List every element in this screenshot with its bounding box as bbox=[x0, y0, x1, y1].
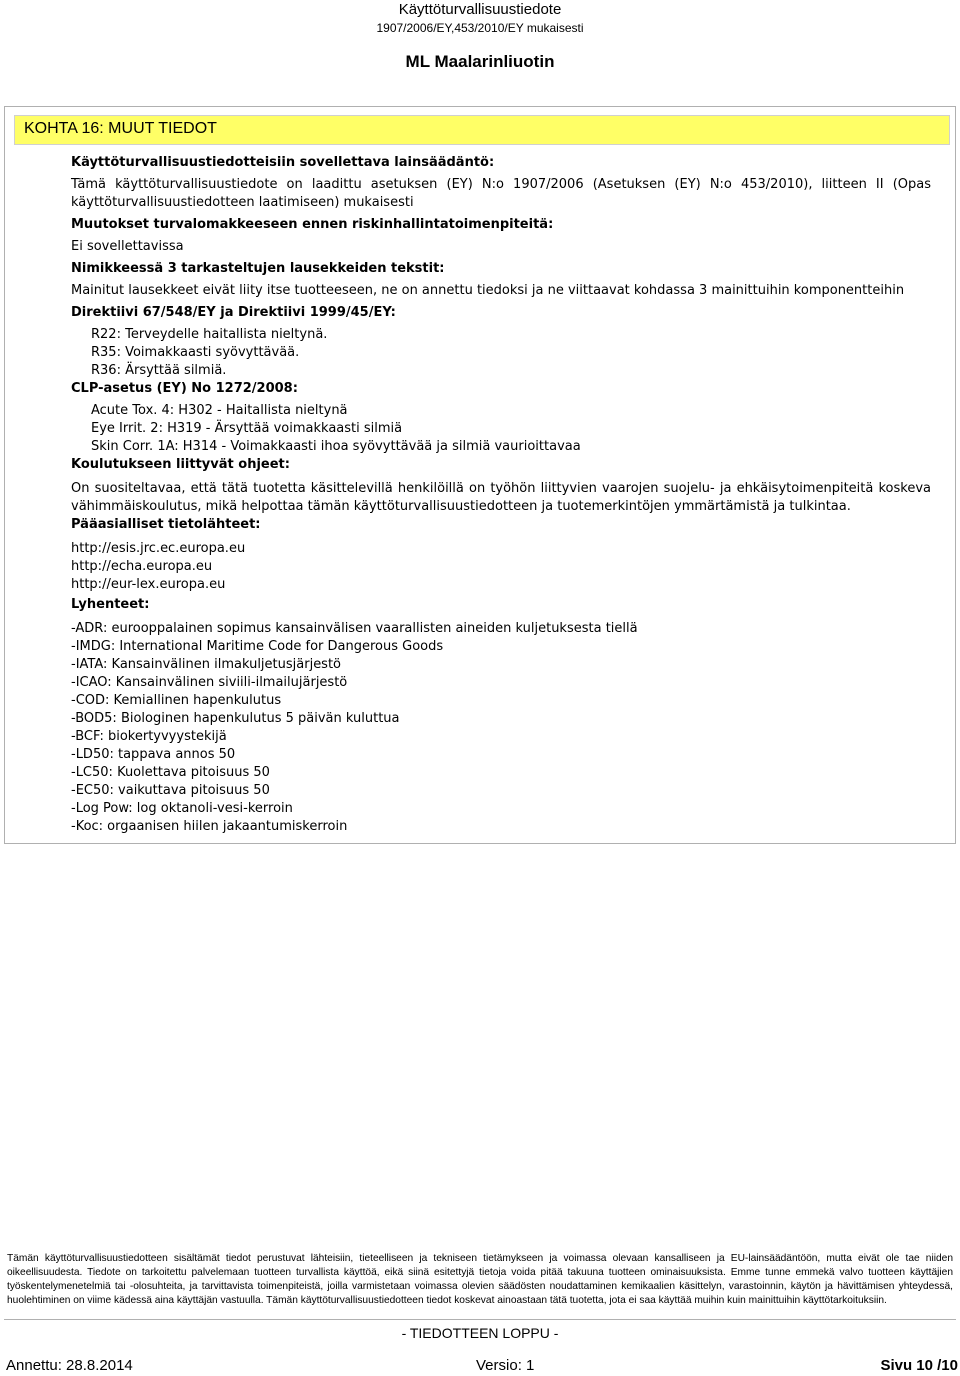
training-heading: Koulutukseen liittyvät ohjeet: bbox=[71, 457, 290, 472]
abbreviation-item: -EC50: vaikuttava pitoisuus 50 bbox=[71, 783, 270, 798]
product-name: ML Maalarinliuotin bbox=[405, 52, 555, 71]
regulation-reference: 1907/2006/EY,453/2010/EY mukaisesti bbox=[376, 21, 584, 35]
end-of-document: - TIEDOTTEEN LOPPU - bbox=[401, 1325, 559, 1341]
source-link: http://esis.jrc.ec.europa.eu bbox=[71, 541, 246, 556]
abbreviation-item: -ADR: eurooppalainen sopimus kansainvälisen vaarallisten aineiden kuljetuksesta tiellä bbox=[71, 621, 638, 636]
source-link: http://eur-lex.europa.eu bbox=[71, 577, 226, 592]
training-text: On suositeltavaa, että tätä tuotetta käsittelevillä henkilöillä on työhön liittyvien vaarojen suojelu- ja ehkäisytoimenpiteitä koskeva vähimmäiskoulutus, mikä helpottaa tämän käyttöturvallisuustiedotteen ja tuotemerkintöjen ymmärtämistä ja tulkintaa. bbox=[71, 481, 931, 514]
h-phrase: Skin Corr. 1A: H314 - Voimakkaasti ihoa syövyttävää ja silmiä vaurioittavaa bbox=[91, 439, 581, 454]
version-label: Versio: 1 bbox=[476, 1357, 535, 1374]
changes-heading: Muutokset turvalomakkeeseen ennen riskinhallintatoimenpiteitä: bbox=[71, 217, 554, 232]
abbreviation-item: -IMDG: International Maritime Code for Dangerous Goods bbox=[71, 639, 444, 654]
h-phrase: Eye Irrit. 2: H319 - Ärsyttää voimakkaasti silmiä bbox=[91, 421, 403, 436]
r-phrase: R36: Ärsyttää silmiä. bbox=[91, 363, 227, 378]
legislation-text: Tämä käyttöturvallisuustiedote on laadittu asetuksen (EY) N:o 1907/2006 (Asetuksen (EY) N:o 453/2010), liitteen II (Opas käyttöturvallisuustiedotteen laatimiseen) mukaisesti bbox=[71, 177, 931, 210]
abbreviation-item: -COD: Kemiallinen hapenkulutus bbox=[71, 693, 282, 708]
abbreviations-heading: Lyhenteet: bbox=[71, 597, 150, 612]
section-content bbox=[71, 154, 931, 836]
legislation-heading: Käyttöturvallisuustiedotteisiin sovellettava lainsäädäntö: bbox=[71, 155, 495, 170]
r-phrase-list bbox=[71, 326, 931, 380]
source-link: http://echa.europa.eu bbox=[71, 559, 213, 574]
h-phrase-list bbox=[71, 402, 931, 456]
clp-heading: CLP-asetus (EY) No 1272/2008: bbox=[71, 381, 298, 396]
sources-heading: Pääasialliset tietolähteet: bbox=[71, 517, 261, 532]
document-type-title: Käyttöturvallisuustiedote bbox=[398, 1, 562, 18]
footer-disclaimer: Tämän käyttöturvallisuustiedotteen sisältämät tiedot perustuvat lähteisiin, tieteelliseen ja tekniseen tietämykseen ja voimassa olevaan kansalliseen ja EU-lainsäädäntöön, mutta eivät ole tae niiden oikeellisuudesta. Tiedote on tarkoitettu palvelemaan tuotteen turvallista käyttöä, eikä siinä esitettyjä tietoja voida pitää takuuna tuotteen ominaisuuksista. Emme tunne emmekä valvo tuotteen käyttäjien työskentelymenetelmiä tai -olosuhteita, ja tarvittavista toimenpiteistä, joilla varmistetaan voimassa olevien säädösten noudattaminen kemikaalien käsittelyn, varastoinnin, käytön ja hävittämisen yhteydessä, huolehtiminen on viime kädessä aina käyttäjän vastuulla. Tämän käyttöturvallisuustiedotteen tiedot koskevat ainoastaan tätä tuotetta, jota ei saa käyttää muihin kuin mainittuihin käyttötarkoituksiin. bbox=[4, 1252, 956, 1320]
abbreviation-item: -Log Pow: log oktanoli-vesi-kerroin bbox=[71, 801, 293, 816]
r-phrase: R35: Voimakkaasti syövyttävää. bbox=[91, 345, 300, 360]
section-title: KOHTA 16: MUUT TIEDOT bbox=[24, 120, 217, 137]
abbreviation-item: -BCF: biokertyvyystekijä bbox=[71, 729, 227, 744]
changes-text: Ei sovellettavissa bbox=[71, 239, 184, 254]
abbreviation-item: -ICAO: Kansainvälinen siviili-ilmailujärjestö bbox=[71, 675, 348, 690]
abbreviation-item: -Koc: orgaanisen hiilen jakaantumiskerroin bbox=[71, 819, 348, 834]
h-phrase: Acute Tox. 4: H302 - Haitallista nieltynä bbox=[91, 403, 348, 418]
directive-heading: Direktiivi 67/548/EY ja Direktiivi 1999/45/EY: bbox=[71, 305, 396, 320]
r-phrase: R22: Terveydelle haitallista nieltynä. bbox=[91, 327, 328, 342]
abbreviation-item: -LC50: Kuolettava pitoisuus 50 bbox=[71, 765, 270, 780]
abbreviation-item: -BOD5: Biologinen hapenkulutus 5 päivän kuluttua bbox=[71, 711, 400, 726]
abbreviation-item: -LD50: tappava annos 50 bbox=[71, 747, 236, 762]
sources-list bbox=[71, 540, 931, 594]
abbreviation-item: -IATA: Kansainvälinen ilmakuljetusjärjestö bbox=[71, 657, 342, 672]
phrases-text: Mainitut lausekkeet eivät liity itse tuotteeseen, ne on annettu tiedoksi ja ne viittaavat kohdassa 3 mainittuihin komponentteihin bbox=[71, 283, 905, 298]
abbreviations-list bbox=[71, 620, 931, 836]
page-number: Sivu 10 /10 bbox=[880, 1357, 958, 1374]
issue-date: Annettu: 28.8.2014 bbox=[6, 1357, 133, 1374]
phrases-heading: Nimikkeessä 3 tarkasteltujen lausekkeiden tekstit: bbox=[71, 261, 445, 276]
